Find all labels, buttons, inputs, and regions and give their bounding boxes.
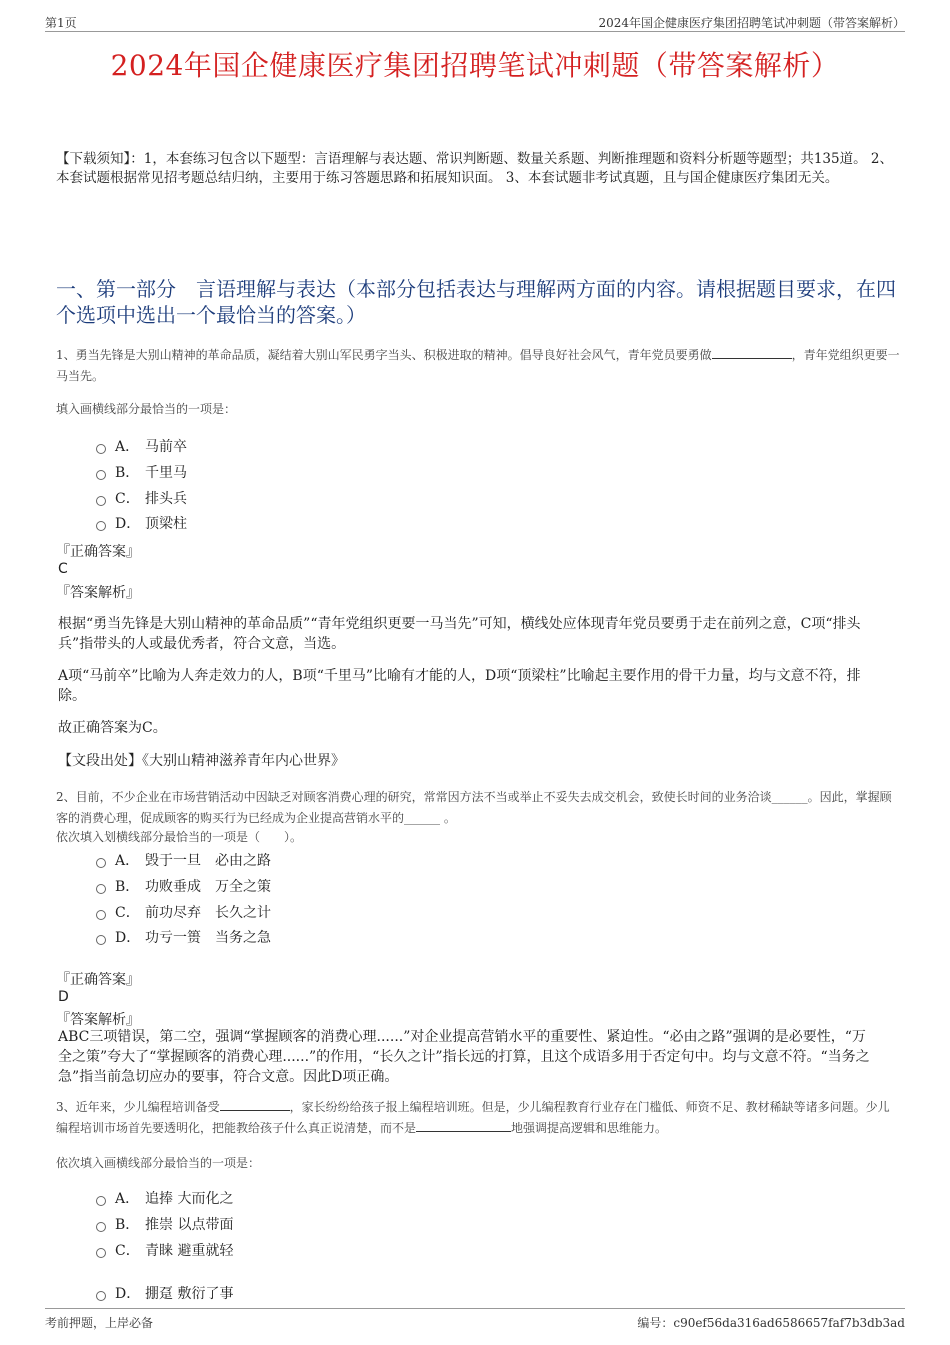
radio-icon[interactable]	[96, 1222, 106, 1232]
answer-blank	[416, 1119, 511, 1132]
q3-option-a[interactable]: A． 追捧 大而化之	[96, 1188, 233, 1208]
radio-icon[interactable]	[96, 470, 106, 480]
q1-option-b[interactable]: B． 千里马	[96, 462, 187, 482]
q1-analysis-para-3: 故正确答案为C。	[58, 720, 167, 736]
q2-correct-answer: D	[58, 989, 69, 1005]
radio-icon[interactable]	[96, 935, 106, 945]
radio-icon[interactable]	[96, 1291, 106, 1301]
header-divider	[45, 31, 905, 32]
q1-source: 【文段出处】《大别山精神滋养青年内心世界》	[58, 753, 345, 769]
q2-option-b[interactable]: B． 功败垂成 万全之策	[96, 876, 271, 896]
header-page-label: 第1页	[45, 16, 77, 30]
question-3-text: 3、近年来，少儿编程培训备受 ，家长纷纷给孩子报上编程培训班。但是，少儿编程教育行业存在门槛低、师资不足、教材稀缺等诸多问题。少儿编程培训市场首先要透明化，把能教给孩子什么真正说清楚，而不是 地强调提高逻辑和思维能力。	[56, 1100, 890, 1135]
page-title: 2024年国企健康医疗集团招聘笔试冲刺题（带答案解析）	[110, 49, 840, 82]
radio-icon[interactable]	[96, 858, 106, 868]
footer-slogan: 考前押题，上岸必备	[45, 1316, 154, 1330]
footer-divider	[45, 1308, 905, 1309]
q3-option-c[interactable]: C． 青睐 避重就轻	[96, 1240, 233, 1260]
q2-option-c[interactable]: C． 前功尽弃 长久之计	[96, 902, 271, 922]
radio-icon[interactable]	[96, 496, 106, 506]
q2-analysis: ABC三项错误，第二空，强调“掌握顾客的消费心理......”对企业提高营销水平的重要性、紧迫性。“必由之路”强调的是必要性，“万全之策”夸大了“掌握顾客的消费心理......”的作用，“长久之计”指长远的打算，且这个成语多用于否定句中。均与文意不符。“当务之急”指当前急切应办的要事，符合文意。因此D项正确。	[58, 1029, 870, 1085]
question-2-prompt: 依次填入划横线部分最恰当的一项是（ ）。	[56, 830, 303, 844]
q1-option-c[interactable]: C． 排头兵	[96, 488, 187, 508]
radio-icon[interactable]	[96, 1248, 106, 1258]
q2-option-a[interactable]: A． 毁于一旦 必由之路	[96, 850, 271, 870]
question-1-prompt: 填入画横线部分最恰当的一项是：	[56, 402, 237, 416]
q2-correct-answer-label: 『正确答案』	[56, 972, 140, 988]
q3-option-b[interactable]: B． 推崇 以点带面	[96, 1214, 233, 1234]
q1-analysis-para-2: A项“马前卒”比喻为人奔走效力的人，B项“千里马”比喻有才能的人，D项“顶梁柱”比喻起主要作用的骨干力量，均与文意不符，排除。	[58, 668, 861, 704]
download-notice: 【下载须知】：1，本套练习包含以下题型：言语理解与表达题、常识判断题、数量关系题、判断推理题和资料分析题等题型；共135道。 2、本套试题根据常见招考题总结归纳，主要用于练习答题思路和拓展知识面。 3、本套试题非考试真题，且与国企健康医疗集团无关。	[56, 151, 893, 186]
q3-option-d[interactable]: D． 掤趸 敷衍了事	[96, 1283, 233, 1303]
header-doc-title: 2024年国企健康医疗集团招聘笔试冲刺题（带答案解析）	[598, 16, 905, 30]
q1-analysis-para-1: 根据“勇当先锋是大别山精神的革命品质”“青年党组织更要一马当先”可知，横线处应体现青年党员要勇于走在前列之意，C项“排头兵”指带头的人或最优秀者，符合文意，当选。	[58, 616, 861, 652]
q1-option-a[interactable]: A． 马前卒	[96, 436, 187, 456]
question-1-text: 1、勇当先锋是大别山精神的革命品质，凝结着大别山军民勇字当头、积极进取的精神。倡导良好社会风气，青年党员要勇做 ，青年党组织更要一马当先。	[56, 348, 900, 383]
question-2-text: 2、目前，不少企业在市场营销活动中因缺乏对顾客消费心理的研究，常常因方法不当或举止不妥失去成交机会，致使长时间的业务洽谈______。因此，掌握顾客的消费心理，促成顾客的购买行为已经成为企业提高营销水平的______ 。	[56, 790, 892, 825]
q2-analysis-label: 『答案解析』	[56, 1012, 140, 1028]
question-3-prompt: 依次填入画横线部分最恰当的一项是：	[56, 1156, 261, 1170]
q1-option-d[interactable]: D． 顶梁柱	[96, 513, 187, 533]
answer-blank	[712, 346, 792, 359]
radio-icon[interactable]	[96, 444, 106, 454]
section-heading: 一、第一部分 言语理解与表达（本部分包括表达与理解两方面的内容。请根据题目要求，在四个选项中选出一个最恰当的答案。）	[56, 277, 896, 327]
q2-option-d[interactable]: D． 功亏一篑 当务之急	[96, 927, 271, 947]
answer-blank	[220, 1098, 290, 1111]
radio-icon[interactable]	[96, 1196, 106, 1206]
footer-serial: 编号：c90ef56da316ad6586657faf7b3db3ad	[637, 1316, 905, 1330]
radio-icon[interactable]	[96, 521, 106, 531]
radio-icon[interactable]	[96, 884, 106, 894]
q1-correct-answer: C	[58, 561, 68, 577]
q1-correct-answer-label: 『正确答案』	[56, 544, 140, 560]
q1-analysis-label: 『答案解析』	[56, 585, 140, 601]
radio-icon[interactable]	[96, 910, 106, 920]
